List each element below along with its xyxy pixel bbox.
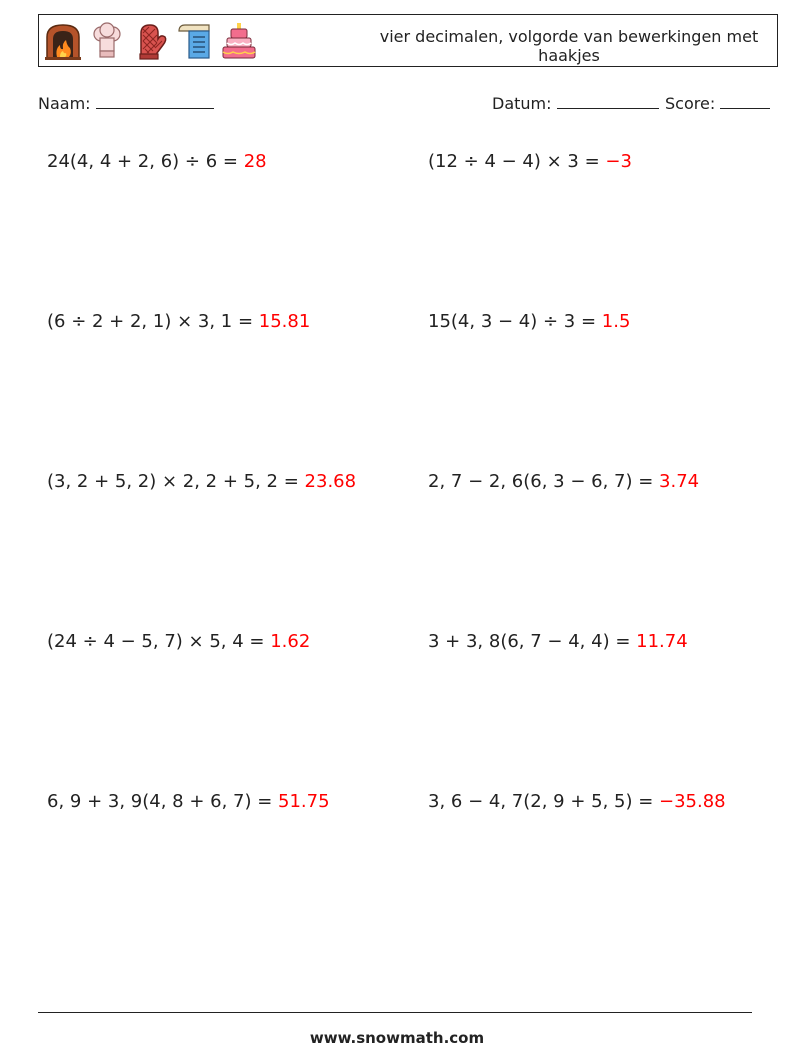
name-field	[38, 93, 214, 113]
cake-icon	[219, 21, 259, 61]
score-label: Score:	[665, 94, 716, 113]
problem-answer: 15.81	[258, 311, 311, 332]
problem-answer: 23.68	[304, 471, 357, 492]
fireplace-icon	[43, 21, 83, 61]
problem-expression: (6 ÷ 2 + 2, 1) × 3, 1 =	[47, 311, 259, 332]
problem-answer: 51.75	[278, 791, 330, 812]
worksheet-header	[38, 14, 778, 67]
date-line[interactable]	[557, 93, 659, 109]
problem-answer: −3	[605, 151, 632, 172]
worksheet-title: vier decimalen, volgorde van bewerkingen met haakjes	[379, 27, 759, 65]
problem-answer: 28	[243, 151, 267, 172]
problem-answer: 3.74	[659, 471, 700, 492]
date-label: Datum:	[492, 94, 552, 113]
problem-1	[47, 151, 267, 172]
measuring-cup-icon	[175, 21, 215, 61]
problem-expression: 24(4, 4 + 2, 6) ÷ 6 =	[47, 151, 244, 172]
problem-expression: 2, 7 − 2, 6(6, 3 − 6, 7) =	[428, 471, 660, 492]
problem-expression: 15(4, 3 − 4) ÷ 3 =	[428, 311, 602, 332]
problem-expression: (3, 2 + 5, 2) × 2, 2 + 5, 2 =	[47, 471, 305, 492]
chef-hat-icon	[87, 21, 127, 61]
problem-expression: 6, 9 + 3, 9(4, 8 + 6, 7) =	[47, 791, 279, 812]
problem-answer: 1.5	[601, 311, 631, 332]
name-label: Naam:	[38, 94, 91, 113]
problem-8	[428, 631, 688, 652]
problem-7	[47, 631, 310, 652]
problem-3	[47, 311, 310, 332]
problem-expression: (24 ÷ 4 − 5, 7) × 5, 4 =	[47, 631, 271, 652]
problem-expression: 3, 6 − 4, 7(2, 9 + 5, 5) =	[428, 791, 660, 812]
problem-expression: 3 + 3, 8(6, 7 − 4, 4) =	[428, 631, 637, 652]
footer-divider	[38, 1012, 752, 1013]
problem-6	[428, 471, 699, 492]
score-field	[665, 93, 770, 113]
oven-mitt-icon	[131, 21, 171, 61]
problem-answer: 1.62	[270, 631, 311, 652]
problem-9	[47, 791, 330, 812]
header-icons	[43, 21, 259, 63]
problem-answer: −35.88	[659, 791, 726, 812]
name-line[interactable]	[96, 93, 214, 109]
date-field	[492, 93, 659, 113]
problem-5	[47, 471, 356, 492]
score-line[interactable]	[720, 93, 770, 109]
problem-answer: 11.74	[636, 631, 688, 652]
problem-4	[428, 311, 630, 332]
problem-expression: (12 ÷ 4 − 4) × 3 =	[428, 151, 606, 172]
problem-10	[428, 791, 726, 812]
problem-2	[428, 151, 632, 172]
footer-url[interactable]: www.snowmath.com	[309, 1029, 485, 1047]
